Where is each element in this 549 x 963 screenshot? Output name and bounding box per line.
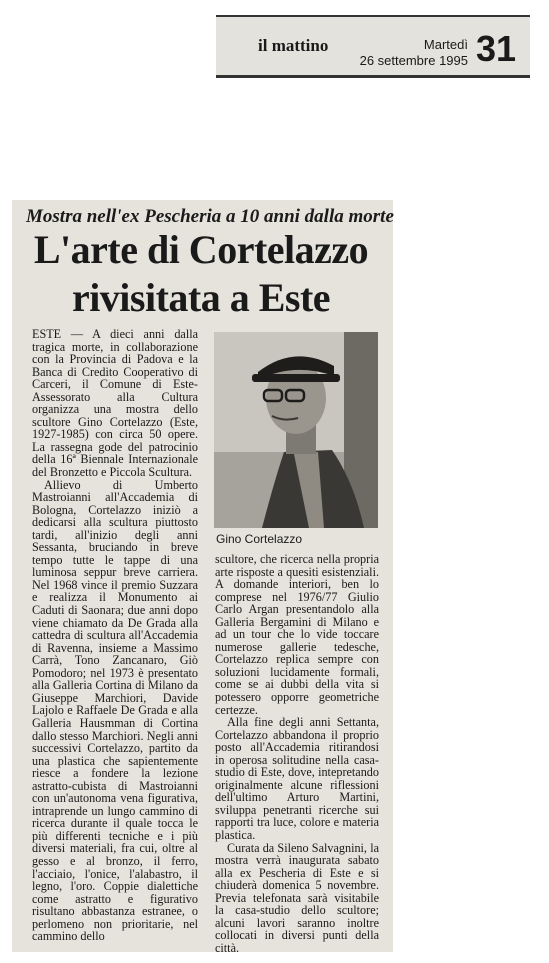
article-kicker: Mostra nell'ex Pescheria a 10 anni dalla morte [26,206,394,227]
paragraph: Alla fine degli anni Settanta, Cortelazzo abbandona il proprio posto all'Accademia ritirandosi in operosa solitudine nella casa-studio di Este, dove, intepretando originalmente alcune riflessioni dell'ultimo Arturo Martini, sviluppa penetranti ricerche sui rapporti tra luce, colore e materia plastica. [215,715,379,843]
page-number: 31 [475,28,516,69]
paragraph: Curata da Sileno Salvagnini, la mostra verrà inaugurata sabato alla ex Pescheria di Este e si chiuderà domenica 5 novembre. Previa telefonata sarà visitabile la casa-studio dello scultore; alcuni lavori saranno inoltre collocati in diversi punti della città. [215,840,379,955]
newspaper-name: il mattino [258,36,329,55]
headline-line-2: rivisitata a Este [71,275,331,320]
paragraph: scultore, che ricerca nella propria arte risposte a quesiti esistenziali. A domande interiori, ben lo comprese nel 1976/77 Giulio Carlo Argan presentandolo alla Galleria Bergamini di Milano e ad un tour che lo vide toccare numerose gallerie tedesche, Cortelazzo replica sempre con soluzioni lucidamente formali, come se ai dubbi della vita si potessero opporre geometriche certezze. [215,552,379,717]
headline-line-1: L'arte di Cortelazzo [33,227,369,272]
portrait-illustration [214,332,378,528]
article-column-1 [32,328,198,943]
newspaper-masthead [216,15,530,78]
issue-weekday: Martedì [423,37,468,52]
photo-caption: Gino Cortelazzo [216,532,303,546]
portrait-photo [214,332,378,528]
paragraph: Allievo di Umberto Mastroianni all'Accademia di Bologna, Cortelazzo iniziò a dedicarsi alla scultura piuttosto tardi, all'inizio degli anni Sessanta, bruciando in breve tempo tutte le tappe di una luminosa seppur breve carriera. Nel 1968 vince il premio Suzzara e realizza il Monumento ai Caduti di Saonara; due anni dopo viene chiamato da De Grada alla cattedra di scultura all'Accademia di Ravenna, insieme a Massimo Carrà, Tono Zancanaro, Giò Pomodoro; nel 1973 è presentato alla Galleria Cortina di Milano da Giuseppe Marchiori, Davide Lajolo e Raffaele De Grada e alla Galleria Hausmman di Cortina dallo stesso Marchiori. Negli anni successivi Cortelazzo, partito da una plastica che sapientemente riesce a fondere la lezione astratto-cubista di Mastroianni con un'autonoma vena figurativa, intraprende un lungo cammino di ricerca durante il quale tocca le più differenti tecniche e i più diversi materiali, fra cui, oltre al gesso e al bronzo, il ferro, l'acciaio, l'onice, l'alabastro, il legno, l'oro. Coppie dialettiche come astratto e figurativo risultano abbastanza estranee, o perlomeno non prioritarie, nel cammino dello [32,477,198,944]
issue-date: 26 settembre 1995 [359,53,468,68]
article-headline [18,226,384,322]
article-column-2 [215,553,379,955]
paragraph: ESTE — A dieci anni dalla tragica morte, in collaborazione con la Provincia di Padova e la Banca di Credito Cooperativo di Carceri, il Comune di Este-Assessorato alla Cultura organizza una mostra dello scultore Gino Cortelazzo (Este, 1927-1985) con circa 50 opere. La rassegna gode del patrocinio della 16ª Biennale Internazionale del Bronzetto e Piccola Scultura. [32,327,198,480]
